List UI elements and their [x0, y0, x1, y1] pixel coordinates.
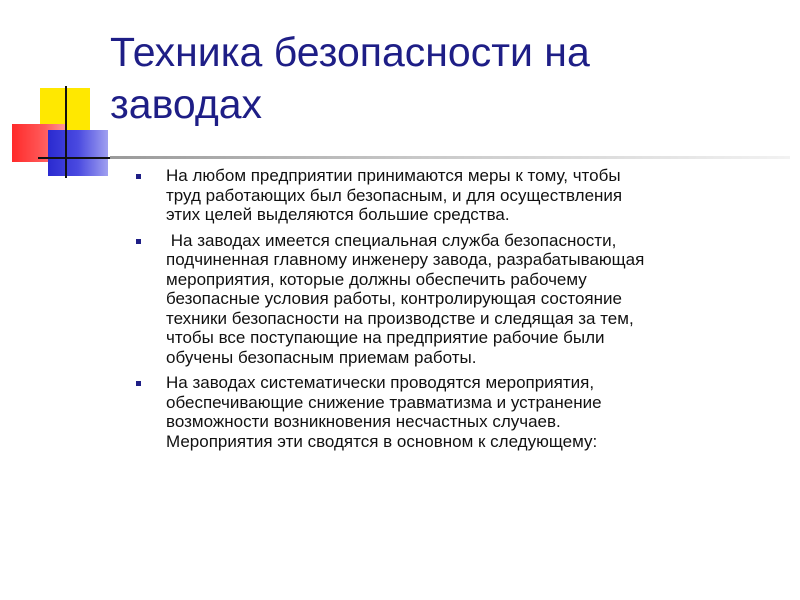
list-item-text: На заводах имеется специальная служба безопасности, подчиненная главному инженеру завода, разрабатывающая мероприятия, которые должны обеспечить рабочему безопасные условия работы, контролирующая состояние техники безопасности на производстве и следящая за тем, чтобы все поступающие на предприятие рабочие были обучены безопасным приемам работы.: [166, 230, 650, 367]
list-item: [136, 231, 656, 368]
bullet-list: [136, 166, 656, 457]
square-bullet-icon: [136, 239, 141, 244]
square-bullet-icon: [136, 174, 141, 179]
list-item-text: На любом предприятии принимаются меры к тому, чтобы труд работающих был безопасным, и для осуществления этих целей выделяются большие средства.: [166, 166, 623, 224]
list-item: [136, 373, 656, 451]
vertical-line: [65, 86, 67, 178]
square-bullet-icon: [136, 381, 141, 386]
title-underline: [110, 156, 790, 159]
slide-title: Техника безопасности на заводах: [110, 29, 590, 127]
blue-rectangle: [48, 130, 108, 176]
decorative-logo: [0, 0, 120, 190]
list-item: [136, 166, 656, 225]
list-item-text: На заводах систематически проводятся мероприятия, обеспечивающие снижение травматизма и устранение возможности возникновения несчастных случаев. Мероприятия эти сводятся в основном к следующему:: [166, 373, 602, 451]
